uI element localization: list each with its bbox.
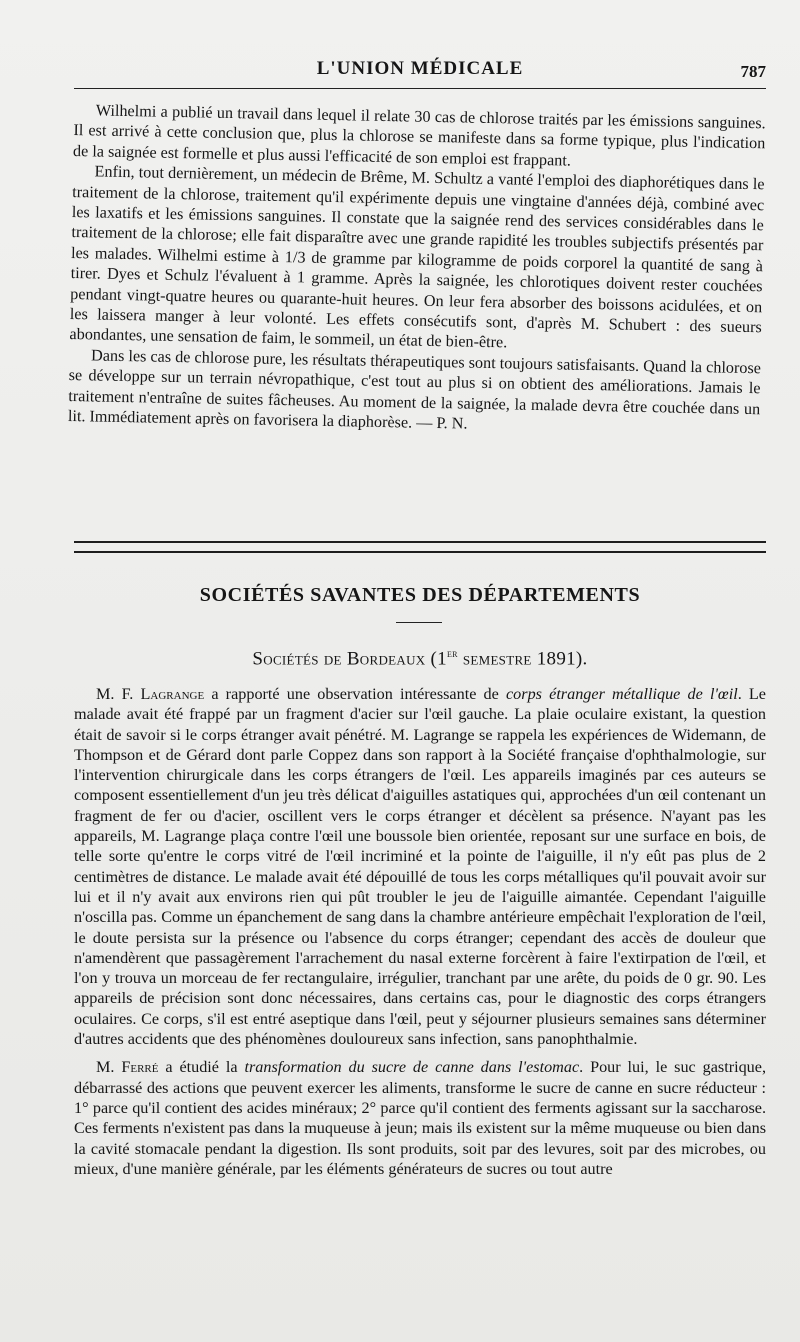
report-ferre: M. Ferré a étudié la transformation du sucre de canne dans l'estomac. Pour lui, le suc gastrique, débarrassé des actions que peuvent exercer les aliments, transforme le sucre de canne en sucre réducteur : 1° parce qu'il contient des acides minéraux; 2° parce qu'il contient des ferments agissant sur la saccharose. Ces ferments n'existent pas dans la muqueuse à jeun; mais ils existent sur la même muqueuse ou bien dans la cavité stomacale pendant la digestion. Ils sont produits, soit par des levures, soit par des microbes, ou mieux, d'une manière générale, par les éléments générateurs de sucres ou tout autre [74, 1058, 767, 1178]
subsection-title: Sociétés de Bordeaux (1er semestre 1891). [252, 648, 588, 670]
section-title: SOCIÉTÉS SAVANTES DES DÉPARTEMENTS [199, 584, 641, 606]
author-name: Ferré [121, 1058, 159, 1077]
report-topic: transformation du sucre de canne dans l'estomac [244, 1058, 580, 1077]
paragraph-schultz: Enfin, tout dernièrement, un médecin de Brême, M. Schultz a vanté l'emploi des diaphorétiques dans le traitement de la chlorose, traitement qu'il expérimente depuis une vingtaine d'années déjà, combiné avec les laxatifs et les émissions sanguines. Il constate que la saignée rend des services considérables dans le traitement de la chlorose; elle fait disparaître avec une grande rapidité les troubles subjectifs présentés par les malades. Wilhelmi estime à 1/3 de gramme par kilogramme de poids corporel la quantité de sang à tirer. Dyes et Schulz l'évaluent à 1 gramme. Après la saignée, les chlorotiques doivent rester couchées pendant vingt-quatre heures ou quarante-huit heures. On leur fera absorber des boissons acidulées, et on les laissera manger à leur volonté. Les effets consécutifs sont, d'après M. Schubert : des sueurs abondantes, une sensation de faim, le sommeil, un état de bien-être. [69, 162, 765, 352]
intro-article [68, 100, 766, 440]
author-name: Lagrange [140, 685, 205, 703]
section-divider [74, 541, 766, 553]
running-header [74, 58, 766, 92]
paragraph-conclusion: Dans les cas de chlorose pure, les résultats thérapeutiques sont toujours satisfaisants. Quand la chlorose se développe sur un terrain névropathique, c'est tout au plus si on obtient des améliorations. Jamais le traitement n'entraîne de suites fâcheuses. Au moment de la saignée, la malade devra être couchée dans un lit. Immédiatement après on favorisera la diaphorèse. — P. N. [67, 346, 762, 433]
society-reports [74, 684, 766, 1179]
title-rule [396, 622, 442, 623]
report-lagrange: M. F. Lagrange a rapporté une observation intéressante de corps étranger métallique de l'œil. Le malade avait été frappé par un fragment d'acier sur l'œil gauche. La plaie oculaire existant, la question était de savoir si le corps étranger avait pénétré. M. Lagrange se rappela les expériences de Widemann, de Thompson et de Gérard dont parle Coppez dans son rapport à la Société française d'ophthalmologie, sur l'intervention chirurgicale dans les corps étrangers de l'œil. Les appareils imaginés par ces auteurs se composent essentiellement d'un jeu très délicat d'aiguilles astatiques qui, approchées d'un œil contenant un fragment de fer ou d'acier, oscillent vers le corps étranger et décèlent sa présence. N'ayant pas les appareils, M. Lagrange plaça contre l'œil une boussole bien orientée, reposant sur une surface en bois, de telle sorte qu'entre le corps vitré de l'œil incriminé et la pointe de l'aiguille, il n'y eût pas plus de 2 centimètres de distance. Le malade avait été dépouillé de tous les corps métalliques qu'il pouvait avoir sur lui et il n'y avait aux environs rien qui pût troubler le jeu de l'aiguille aimantée. Cependant l'aiguille n'oscilla pas. Comme un épanchement de sang dans la chambre antérieure empêchait l'exploration de l'œil, le doute persista sur la présence ou l'absence du corps étranger; cependant des accès de douleur que n'amendèrent que passagèrement l'arrachement du nasal externe forcèrent à faire l'extirpation de l'œil, et l'on y trouva un morceau de fer rectangulaire, irrégulier, tranchant par une arête, du poids de 0 gr. 90. Les appareils de précision sont donc nécessaires, dans certains cas, pour le diagnostic des corps étrangers oculaires. Ce corps, s'il est entré aseptique dans l'œil, peut y séjourner plusieurs semaines sans déterminer d'autres accidents que des phénomènes douloureux sans infection, sans panophthalmie. [74, 685, 766, 1049]
journal-title: L'UNION MÉDICALE [316, 58, 524, 79]
header-rule [74, 88, 766, 89]
page-number: 787 [740, 62, 766, 81]
paragraph-wilhelmi: Wilhelmi a publié un travail dans lequel il relate 30 cas de chlorose traités par les émissions sanguines. Il est arrivé à cette conclusion que, plus la chlorose se manifeste dans sa forme typique, plus l'indication de la saignée est formelle et plus aussi l'efficacité de son emploi est frappant. [72, 101, 766, 170]
report-topic: corps étranger métallique de l'œil [506, 685, 738, 703]
